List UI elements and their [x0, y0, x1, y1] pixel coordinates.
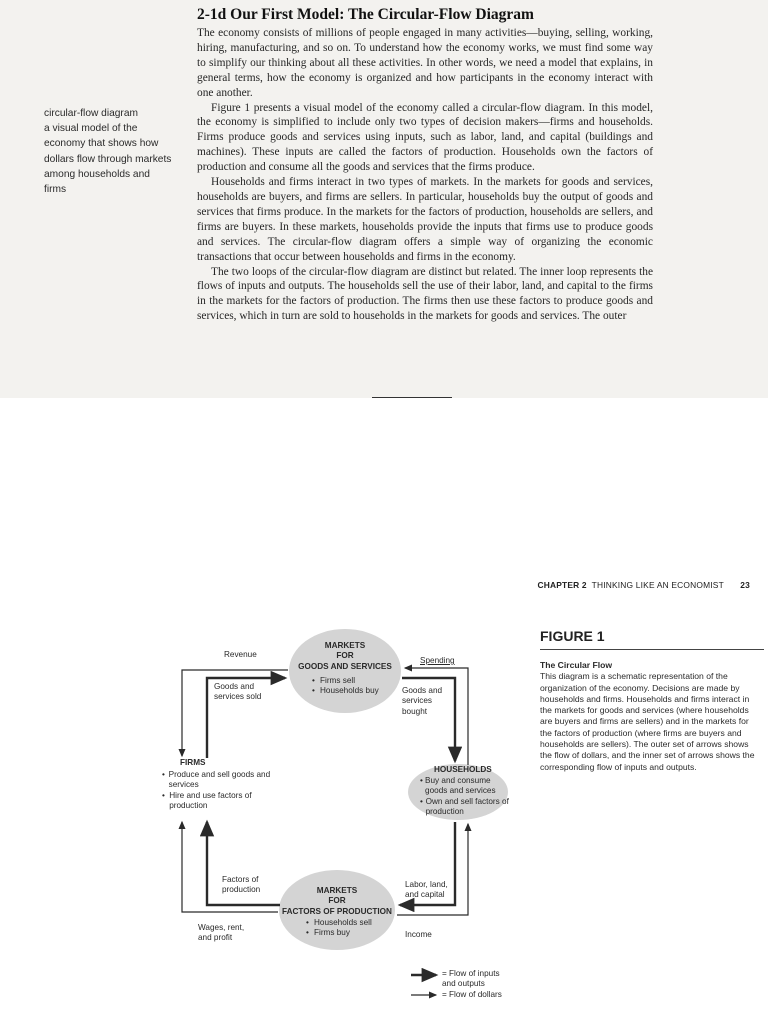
- definition-term: circular-flow diagram: [44, 108, 138, 119]
- goods-market-bullet-2: Households buy: [320, 686, 379, 696]
- goods-market-title-3: GOODS AND SERVICES: [298, 661, 392, 671]
- figure-caption: [540, 660, 762, 773]
- wages-rent-profit-label: Wages, rent, and profit: [198, 923, 245, 943]
- legend-dollars: = Flow of dollars: [442, 990, 502, 999]
- firms-bullet-2: Hire and use factors of production: [169, 790, 252, 811]
- caption-title: The Circular Flow: [540, 660, 613, 670]
- firms-bullets: • Produce and sell goods and services • Hire and use factors of production: [162, 770, 280, 812]
- definition-text: a visual model of the economy that shows how dollars flow through markets among households and firms: [44, 123, 172, 196]
- factor-market-bullet-1: Households sell: [314, 918, 372, 927]
- goods-market-label: [289, 641, 401, 672]
- figure-title-rule: [540, 649, 764, 650]
- paragraph-4: The two loops of the circular-flow diagram are distinct but related. The inner loop represents the flows of inputs and outputs. The households sell the use of their labor, land, and capital to the firms in the markets for the factors of production. The firms then use these factors to produce goods and services, which in turn are sold to households in the markets for goods and services. The outer: [197, 265, 653, 323]
- households-bullets: • Buy and consume goods and services • Own and sell factors of production: [420, 776, 512, 818]
- paragraph-3: Households and firms interact in two types of markets. In the markets for goods and services, households are buyers, and firms are sellers. In particular, households buy the output of goods and services that firms produce. In the markets for the factors of production, households are sellers, and firms are buyers. In these markets, households provide the inputs that firms use to produce goods and services. The circular-flow diagram offers a simple way of organizing the economic transactions that occur between households and firms in the economy.: [197, 176, 653, 263]
- running-head-title: THINKING LIKE AN ECONOMIST: [591, 580, 724, 590]
- caption-text: This diagram is a schematic representation of the organization of the economy. Decisions are made by households and firms. Households and firms interact in the markets for goods and services (where households are buyers and firms are sellers) and in the markets for the factors of production (where firms are buyers and households are sellers). The outer set of arrows shows the flow of dollars, and the inner set of arrows shows the corresponding flow of inputs and outputs.: [540, 671, 755, 772]
- goods-market-bullets: • Firms sell • Households buy: [312, 676, 379, 696]
- factor-market-label: [278, 886, 396, 917]
- textbook-page-22: [0, 0, 768, 398]
- households-bullet-1: Buy and consume goods and services: [425, 776, 496, 796]
- goods-market-title-2: FOR: [336, 651, 354, 661]
- factor-market-title-3: FACTORS OF PRODUCTION: [282, 906, 392, 916]
- factor-market-title-2: FOR: [328, 896, 346, 906]
- labor-land-capital-label: Labor, land, and capital: [405, 880, 448, 900]
- households-bullet-2: Own and sell factors of production: [425, 796, 509, 817]
- section-heading: 2-1d Our First Model: The Circular-Flow Diagram: [197, 6, 534, 23]
- households-title: HOUSEHOLDS: [434, 765, 492, 774]
- legend-inputs-outputs: = Flow of inputs and outputs: [442, 969, 500, 988]
- textbook-page-23: [0, 560, 768, 1024]
- factor-market-bullets: • Households sell • Firms buy: [306, 918, 372, 938]
- goods-market-bullet-1: Firms sell: [320, 676, 356, 685]
- main-text-column: [197, 6, 653, 324]
- income-arrow: [397, 824, 468, 915]
- running-head-chapter: CHAPTER 2: [537, 580, 587, 590]
- running-head: [537, 580, 750, 590]
- factor-market-title-1: MARKETS: [316, 886, 358, 895]
- margin-definition: [44, 106, 174, 197]
- firms-bullet-1: Produce and sell goods and services: [168, 770, 271, 790]
- firms-title: FIRMS: [180, 758, 206, 767]
- paragraph-1: The economy consists of millions of people engaged in many activities—buying, selling, working, hiring, manufacturing, and so on. To understand how the economy works, we must find some way to simplify our thinking about all these activities. In other words, we need a model that explains, in general terms, how the economy is organized and how participants in the economy interact with one another.: [197, 27, 653, 99]
- goods-sold-label: Goods and services sold: [214, 682, 262, 702]
- figure-title: FIGURE 1: [540, 628, 605, 644]
- factor-market-bullet-2: Firms buy: [314, 928, 350, 938]
- paragraph-2: Figure 1 presents a visual model of the economy called a circular-flow diagram. In this model, the economy is simplified to include only two types of decision makers—firms and households. Firms produce goods and services using inputs, such as labor, land, and capital (buildings and machines). These inputs are called the factors of production. Households own the factors of production and consume all the goods and services that the firms produce.: [197, 101, 653, 174]
- income-label: Income: [405, 930, 432, 939]
- wages-arrow: [182, 822, 278, 912]
- spending-label: Spending: [420, 656, 455, 665]
- circular-flow-diagram: [0, 560, 530, 1024]
- goods-market-title-1: MARKETS: [324, 641, 366, 650]
- goods-bought-label: Goods and services bought: [402, 686, 443, 716]
- factors-of-production-label: Factors of production: [222, 875, 261, 895]
- page-gap: [0, 398, 768, 560]
- revenue-label: Revenue: [224, 650, 257, 659]
- page-number: 23: [740, 580, 750, 590]
